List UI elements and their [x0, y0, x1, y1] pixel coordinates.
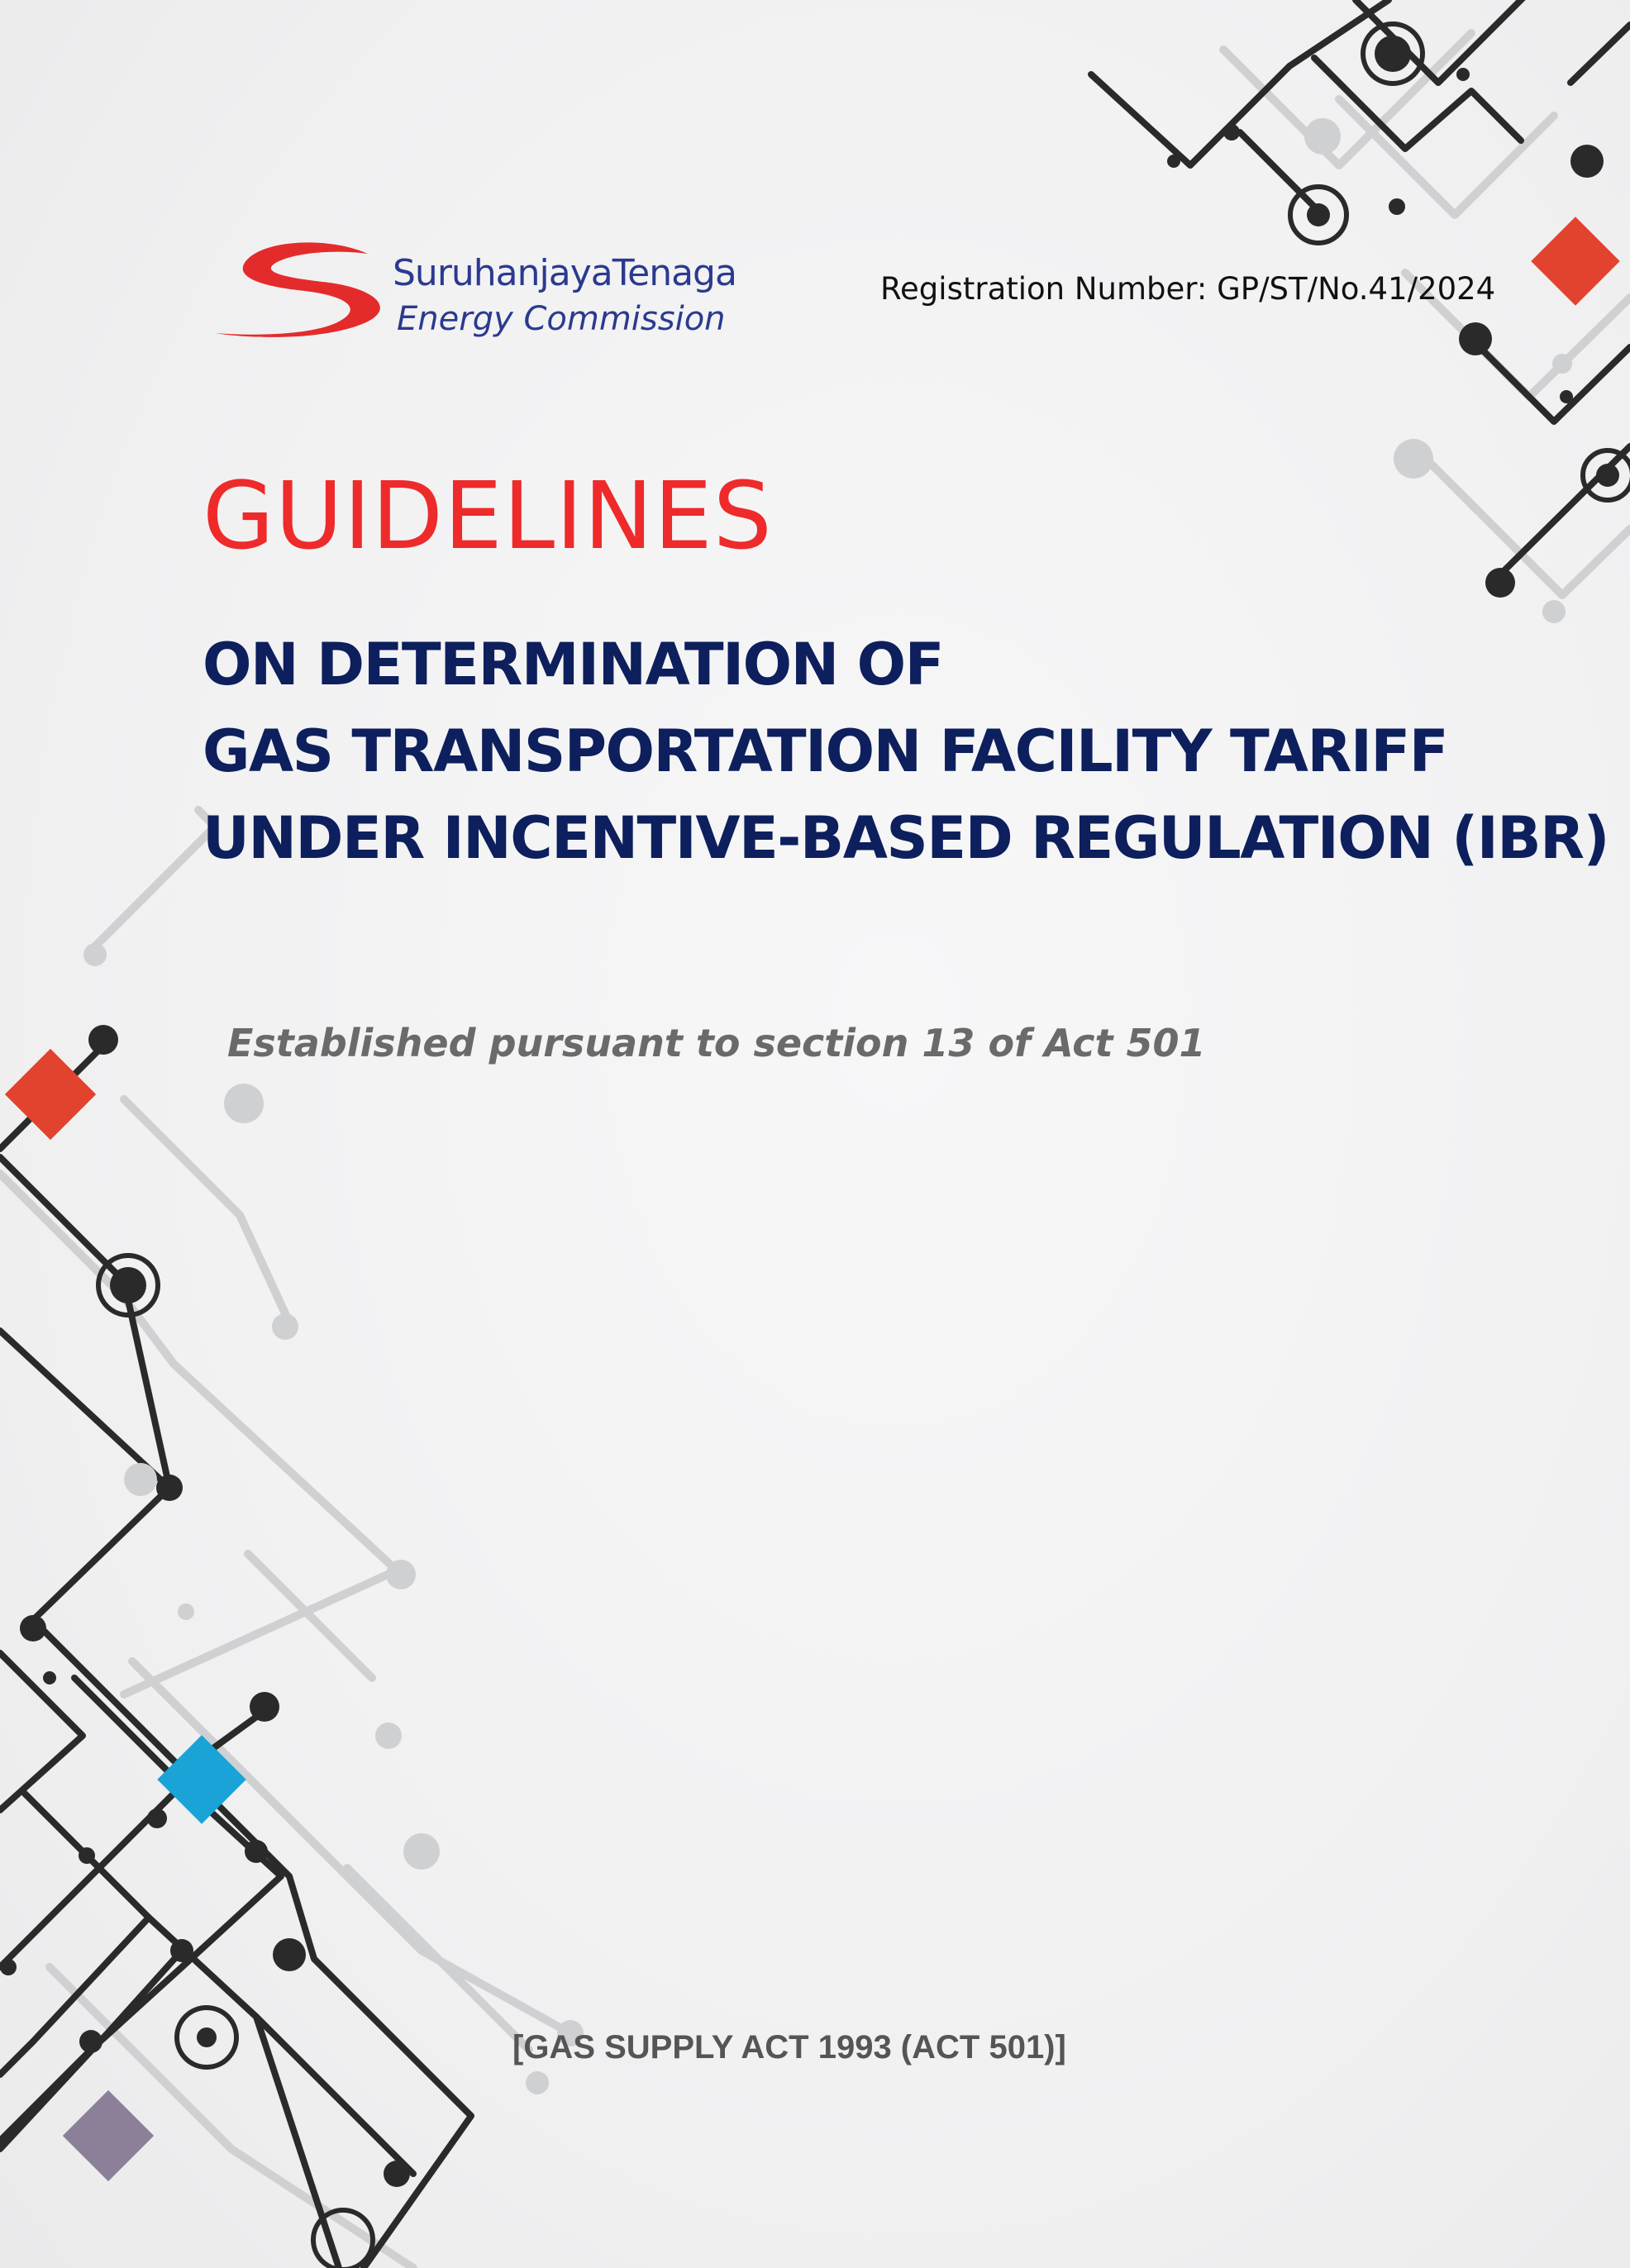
diamond-red-top: [1531, 217, 1619, 305]
act-reference: [GAS SUPPLY ACT 1993 (ACT 501)]: [512, 2029, 1066, 2066]
registration-number: Registration Number: GP/ST/No.41/2024: [880, 271, 1496, 307]
logo-subtitle: Energy Commission: [397, 300, 726, 338]
subtitle-line: UNDER INCENTIVE-BASED REGULATION (IBR): [203, 804, 1609, 872]
energy-commission-logo: [207, 236, 769, 351]
established-note: Established pursuant to section 13 of Act 501: [227, 1021, 1206, 1065]
logo-name: SuruhanjayaTenaga: [393, 252, 736, 294]
diamond-blue: [157, 1735, 245, 1823]
logo-swoosh-icon: [207, 236, 388, 343]
subtitle-line: ON DETERMINATION OF: [203, 631, 943, 698]
page-title: GUIDELINES: [203, 463, 773, 570]
document-subtitle: [203, 622, 1609, 882]
subtitle-line: GAS TRANSPORTATION FACILITY TARIFF: [203, 717, 1448, 785]
diamond-purple: [63, 2090, 154, 2181]
